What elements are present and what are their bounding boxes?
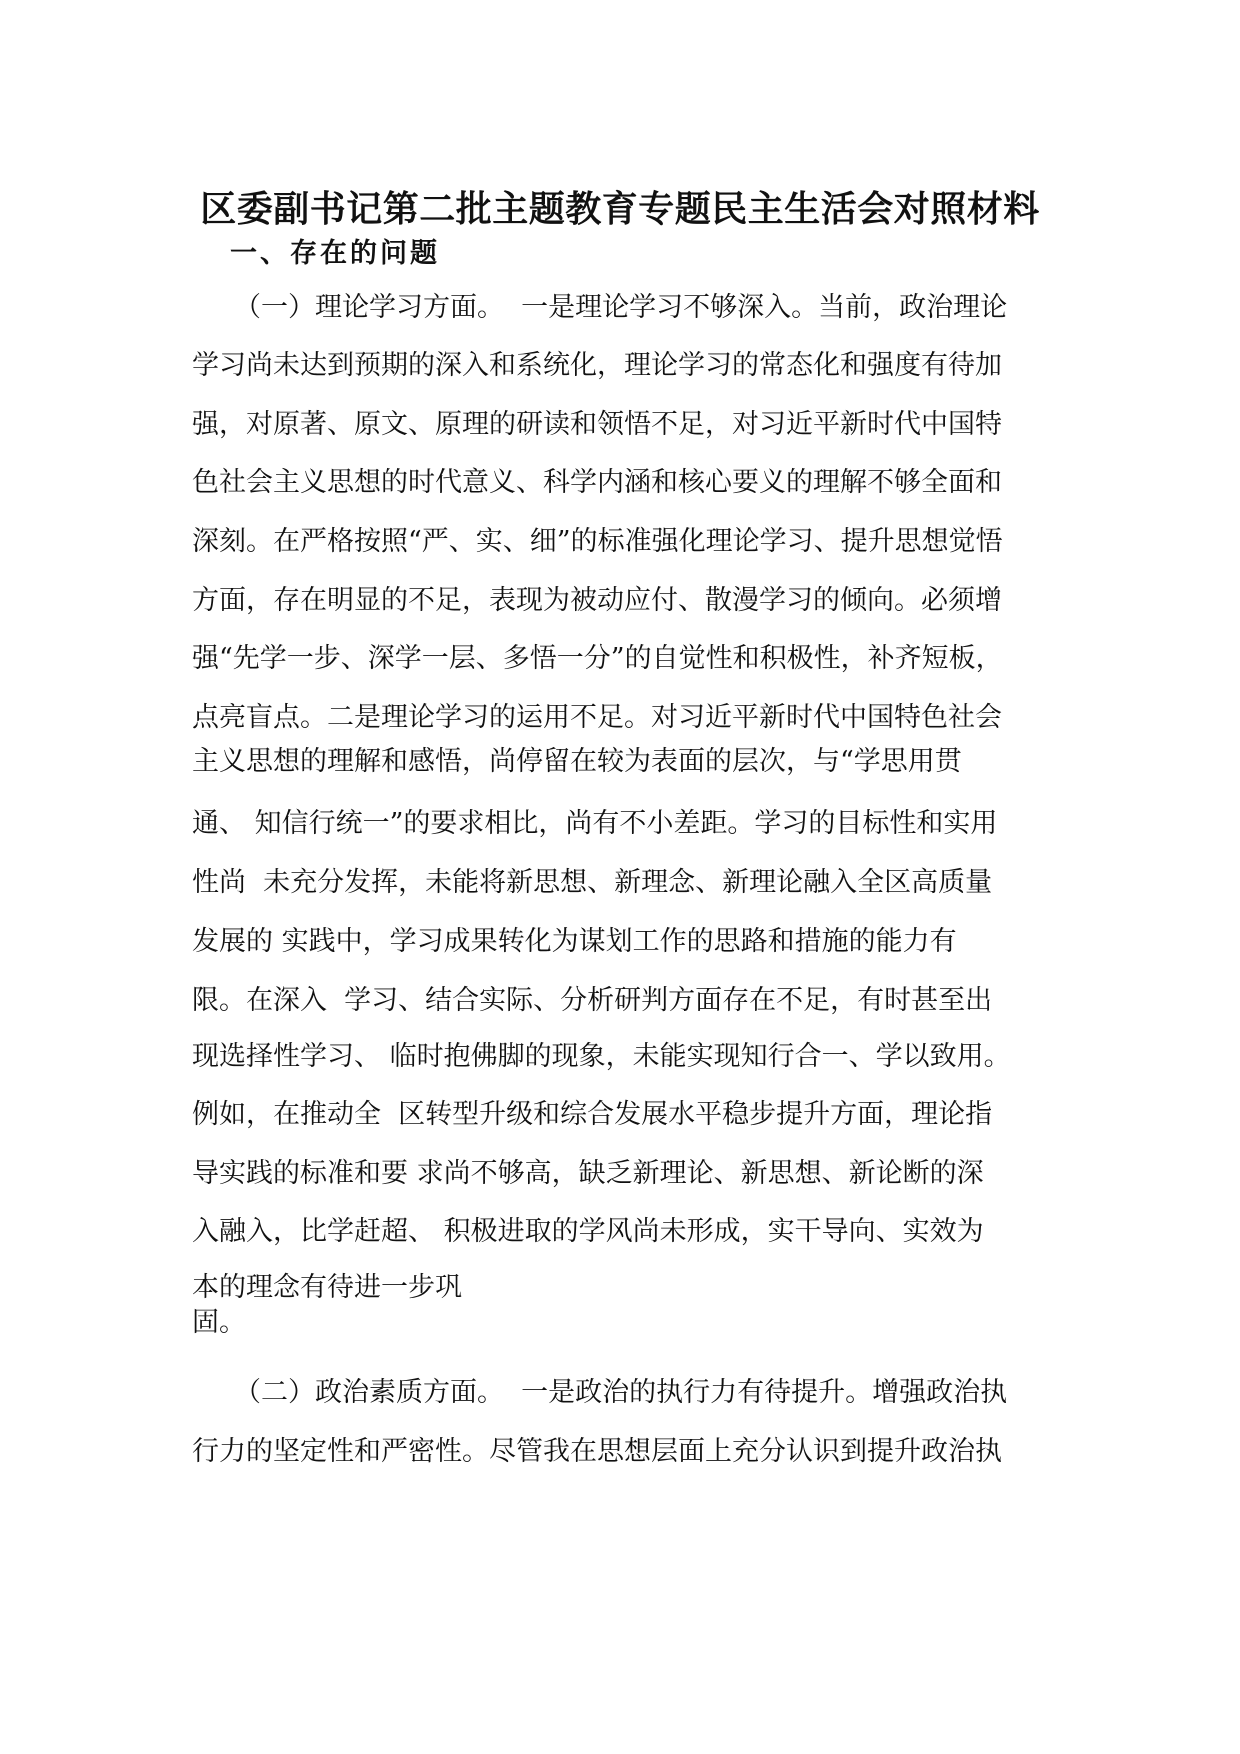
- paragraph-line: 性尚 未充分发挥，未能将新思想、新理念、新理论融入全区高质量: [192, 867, 993, 898]
- paragraph-line: 发展的 实践中，学习成果转化为谋划工作的思路和措施的能力有: [192, 926, 957, 957]
- paragraph-line: 导实践的标准和要 求尚不够高，缺乏新理论、新思想、新论断的深: [192, 1158, 984, 1189]
- paragraph-line: 方面，存在明显的不足，表现为被动应付、散漫学习的倾向。必须增: [192, 585, 1002, 616]
- document-title: 区委副书记第二批主题教育专题民主生活会对照材料: [200, 189, 1040, 230]
- paragraph-line: 现选择性学习、 临时抱佛脚的现象，未能实现知行合一、学以致用。: [192, 1041, 1011, 1072]
- paragraph-line: 本的理念有待进一步巩: [192, 1272, 462, 1303]
- paragraph-line: 深刻。在严格按照“严、实、细”的标准强化理论学习、提升思想觉悟: [192, 526, 1003, 557]
- paragraph-line: 固。: [192, 1307, 246, 1338]
- paragraph-line: 例如，在推动全 区转型升级和综合发展水平稳步提升方面，理论指: [192, 1099, 993, 1130]
- paragraph-line: 主义思想的理解和感悟，尚停留在较为表面的层次，与“学思用贯: [192, 746, 962, 777]
- paragraph-line: （一）理论学习方面。 一是理论学习不够深入。当前，政治理论: [234, 292, 1008, 323]
- paragraph-line: 强，对原著、原文、原理的研读和领悟不足，对习近平新时代中国特: [192, 409, 1002, 440]
- paragraph-line: 学习尚未达到预期的深入和系统化，理论学习的常态化和强度有待加: [192, 350, 1002, 381]
- paragraph-line: 点亮盲点。二是理论学习的运用不足。对习近平新时代中国特色社会: [192, 702, 1002, 733]
- paragraph-line: 强“先学一步、深学一层、多悟一分”的自觉性和积极性，补齐短板，: [192, 643, 1003, 674]
- paragraph-line: 色社会主义思想的时代意义、科学内涵和核心要义的理解不够全面和: [192, 467, 1002, 498]
- paragraph-line: 行力的坚定性和严密性。尽管我在思想层面上充分认识到提升政治执: [192, 1436, 1002, 1467]
- paragraph-line: 通、 知信行统一”的要求相比，尚有不小差距。学习的目标性和实用: [192, 808, 998, 839]
- paragraph-line: （二）政治素质方面。 一是政治的执行力有待提升。增强政治执: [234, 1377, 1008, 1408]
- paragraph-line: 限。在深入 学习、结合实际、分析研判方面存在不足，有时甚至出: [192, 985, 993, 1016]
- paragraph-line: 入融入，比学赶超、 积极进取的学风尚未形成，实干导向、实效为: [192, 1216, 984, 1247]
- section-heading: 一、存在的问题: [230, 238, 440, 269]
